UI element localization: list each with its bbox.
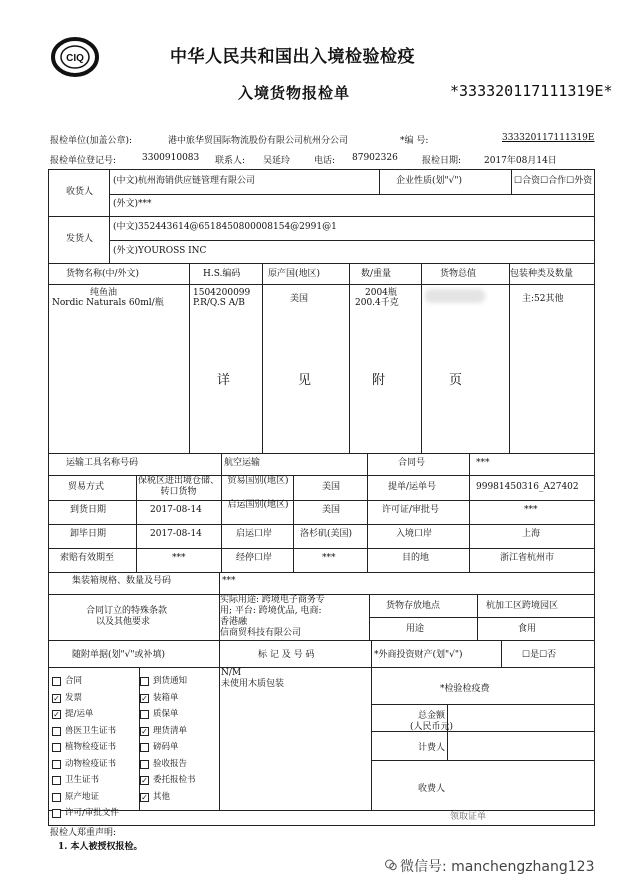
logo-text: CIQ — [66, 53, 84, 64]
doc-number-barcode: *333320117111319E* — [450, 82, 613, 100]
docs-left-checkbox-5[interactable] — [52, 760, 61, 769]
marks-value-2: 未使用木质包装 — [221, 679, 285, 689]
wechat-icon — [384, 858, 398, 872]
container-value: *** — [222, 576, 236, 586]
permit-label: 许可证/审批号 — [382, 505, 440, 515]
consignor-en: (外文)YOUROSS INC — [113, 246, 207, 256]
transport-tool-value: 航空运输 — [224, 458, 261, 468]
reg-value: 3300910083 — [142, 153, 200, 163]
bl-label: 提单/运单号 — [388, 482, 437, 492]
docs-right-label-3: 理货清单 — [153, 726, 188, 736]
docs-left-checkbox-4[interactable] — [52, 743, 61, 752]
docs-left-checkbox-3[interactable] — [52, 727, 61, 736]
declaration-line-1: 1. 本人被授权报检。 — [58, 842, 143, 852]
form-title: 中华人民共和国出入境检验检疫 — [170, 47, 415, 67]
entry-port-label: 入境口岸 — [396, 529, 433, 539]
docs-right-checkbox-1[interactable]: ✓ — [141, 694, 148, 703]
dep-port-value: 洛杉矶(美国) — [300, 529, 353, 539]
form-table — [48, 169, 595, 826]
entry-port-value: 上海 — [522, 529, 541, 539]
docs-right-checkbox-4[interactable] — [140, 743, 149, 752]
foreign-property-label: *外商投资财产(划"√") — [374, 650, 463, 660]
contract-terms-value-4: 信商贸科技有限公司 — [220, 628, 302, 638]
docs-right-checkbox-5[interactable] — [140, 760, 149, 769]
trade-country-value: 美国 — [322, 482, 341, 492]
goods-name-cn: 纯鱼油 — [90, 288, 118, 298]
form-subtitle: 入境货物报检单 — [238, 84, 351, 102]
docs-left-label-4: 植物检疫证书 — [65, 742, 117, 752]
number-value: 333320117111319E — [502, 133, 595, 143]
applicant-value: 港中旅华贸国际物流股份有限公司杭州分公司 — [168, 136, 349, 146]
bl-value: 99981450316_A27402 — [476, 482, 579, 492]
docs-left-label-8: 许可/审批文件 — [65, 808, 119, 818]
ciq-logo — [50, 36, 100, 78]
goods-header-qty: 数/重量 — [361, 269, 392, 279]
transport-tool-label: 运输工具名称号码 — [66, 458, 139, 468]
see-attached-2: 见 — [298, 373, 312, 388]
docs-left-label-5: 动物检疫证书 — [65, 759, 117, 769]
docs-left-checkbox-8[interactable] — [52, 809, 61, 818]
dep-country-label: 启运国别(地区) — [227, 500, 289, 510]
fees-title: *检验检疫费 — [440, 684, 490, 694]
fees-collector-label: 收费人 — [418, 784, 446, 794]
docs-left-label-0: 合同 — [65, 676, 83, 686]
goods-value-redacted — [425, 289, 485, 303]
contract-no-label: 合同号 — [398, 458, 426, 468]
claim-period-value: *** — [172, 553, 186, 563]
marks-value-1: N/M — [221, 668, 242, 678]
docs-right-checkbox-3[interactable]: ✓ — [141, 727, 148, 736]
docs-right-label-7: 其他 — [153, 792, 171, 802]
reg-label: 报检单位登记号: — [50, 156, 117, 166]
consignee-label: 收货人 — [66, 187, 94, 197]
contact-value: 吴延玲 — [263, 156, 291, 166]
see-attached-1: 详 — [217, 373, 231, 388]
declaration-label: 报检人郑重声明: — [50, 828, 117, 838]
dep-port-label: 启运口岸 — [236, 529, 273, 539]
docs-right-label-5: 验收报告 — [153, 759, 188, 769]
consignor-cn: (中文)352443614@6518450800008154@2991@1 — [113, 222, 337, 232]
permit-value: *** — [524, 505, 538, 515]
enterprise-nature-options[interactable]: ☐合资☐合作☐外资 — [514, 176, 593, 186]
date-label: 报检日期: — [422, 156, 462, 166]
goods-header-name: 货物名称(中/外文) — [66, 269, 140, 279]
trade-mode-value: 保税区进出境仓储、转口货物 — [137, 476, 219, 497]
use-value: 食用 — [518, 624, 537, 634]
fees-calc-label: 计费人 — [418, 743, 446, 753]
docs-right-label-6: 委托报检书 — [153, 775, 196, 785]
arrival-date-value: 2017-08-14 — [150, 505, 202, 515]
goods-qty2: 200.4千克 — [355, 298, 399, 308]
docs-right-checkbox-7[interactable]: ✓ — [141, 793, 148, 802]
docs-left-label-6: 卫生证书 — [65, 775, 100, 785]
consignor-label: 发货人 — [66, 234, 94, 244]
goods-header-pack: 包装种类及数量 — [510, 269, 574, 279]
consignee-cn: (中文)杭州海销供应链管理有限公司 — [113, 176, 256, 186]
docs-left-checkbox-0[interactable] — [52, 677, 61, 686]
docs-left-label-7: 原产地证 — [65, 792, 100, 802]
goods-pack: 主:52其他 — [522, 294, 564, 304]
docs-right-label-1: 装箱单 — [153, 693, 179, 703]
contract-no-value: *** — [476, 458, 490, 468]
goods-name-en: Nordic Naturals 60ml/瓶 — [52, 298, 164, 308]
contract-terms-label-2: 以及其他要求 — [96, 617, 151, 627]
fees-total-label-2: (人民币元) — [410, 722, 454, 732]
stop-port-label: 经停口岸 — [236, 553, 273, 563]
docs-left-checkbox-7[interactable] — [52, 793, 61, 802]
docs-right-label-4: 磅码单 — [153, 742, 179, 752]
goods-header-value: 货物总值 — [440, 269, 477, 279]
goods-hs2: P.R/Q.S A/B — [193, 298, 245, 308]
storage-value: 杭加工区跨境园区 — [486, 601, 559, 611]
fees-cutoff-text: 领取证单 — [450, 812, 487, 822]
goods-origin: 美国 — [290, 294, 309, 304]
number-label: *编 号: — [400, 136, 429, 146]
goods-qty1: 2004瓶 — [365, 288, 397, 298]
destination-label: 目的地 — [402, 553, 430, 563]
stop-port-value: *** — [322, 553, 336, 563]
contact-label: 联系人: — [215, 156, 246, 166]
use-label: 用途 — [406, 624, 425, 634]
docs-right-checkbox-0[interactable] — [140, 677, 149, 686]
docs-left-label-3: 兽医卫生证书 — [65, 726, 117, 736]
docs-left-label-1: 发票 — [65, 693, 83, 703]
docs-right-label-2: 质保单 — [153, 709, 179, 719]
consignee-en: (外文)*** — [113, 199, 152, 209]
claim-period-label: 索赔有效期至 — [60, 553, 115, 563]
enterprise-nature-label: 企业性质(划"√") — [396, 176, 463, 186]
trade-mode-label: 贸易方式 — [68, 482, 105, 492]
unload-date-label: 卸毕日期 — [70, 529, 107, 539]
contract-terms-value-2: 用; 平台: 跨境优品, 电商: — [220, 606, 322, 616]
foreign-property-options[interactable]: ☐是☐否 — [522, 650, 557, 660]
docs-left-checkbox-6[interactable] — [52, 776, 61, 785]
docs-left-label-2: 提/运单 — [65, 709, 94, 719]
contract-terms-value-1: 实际用途: 跨境电子商务专 — [220, 595, 325, 605]
dep-country-value: 美国 — [322, 505, 341, 515]
goods-header-hs: H.S.编码 — [203, 269, 241, 279]
destination-value: 浙江省杭州市 — [500, 553, 555, 563]
docs-right-checkbox-2[interactable] — [140, 710, 149, 719]
docs-label: 随附单据(划"√"或补填) — [72, 650, 166, 660]
docs-right-checkbox-6[interactable]: ✓ — [141, 776, 148, 785]
goods-header-origin: 原产国(地区) — [268, 269, 321, 279]
unload-date-value: 2017-08-14 — [150, 529, 202, 539]
phone-value: 87902326 — [352, 153, 398, 163]
watermark-text: 微信号: manchengzhang123 — [400, 859, 595, 875]
goods-hs1: 1504200099 — [193, 288, 251, 298]
trade-country-label: 贸易国别(地区) — [227, 476, 289, 486]
fees-total-label-1: 总金额 — [418, 711, 446, 721]
contract-terms-label-1: 合同订立的特殊条款 — [86, 606, 168, 616]
see-attached-4: 页 — [449, 373, 463, 388]
contract-terms-value-3: 香港融 — [220, 617, 248, 627]
docs-left-checkbox-2[interactable]: ✓ — [53, 710, 60, 719]
marks-label: 标 记 及 号 码 — [258, 650, 315, 660]
date-value: 2017年08月14日 — [484, 156, 557, 166]
see-attached-3: 附 — [372, 373, 386, 388]
docs-right-label-0: 到货通知 — [153, 676, 188, 686]
docs-left-checkbox-1[interactable]: ✓ — [53, 694, 60, 703]
phone-label: 电话: — [314, 156, 336, 166]
applicant-label: 报检单位(加盖公章): — [50, 136, 133, 146]
storage-label: 货物存放地点 — [386, 601, 441, 611]
container-label: 集装箱规格、数量及号码 — [72, 576, 172, 586]
arrival-date-label: 到货日期 — [70, 505, 107, 515]
